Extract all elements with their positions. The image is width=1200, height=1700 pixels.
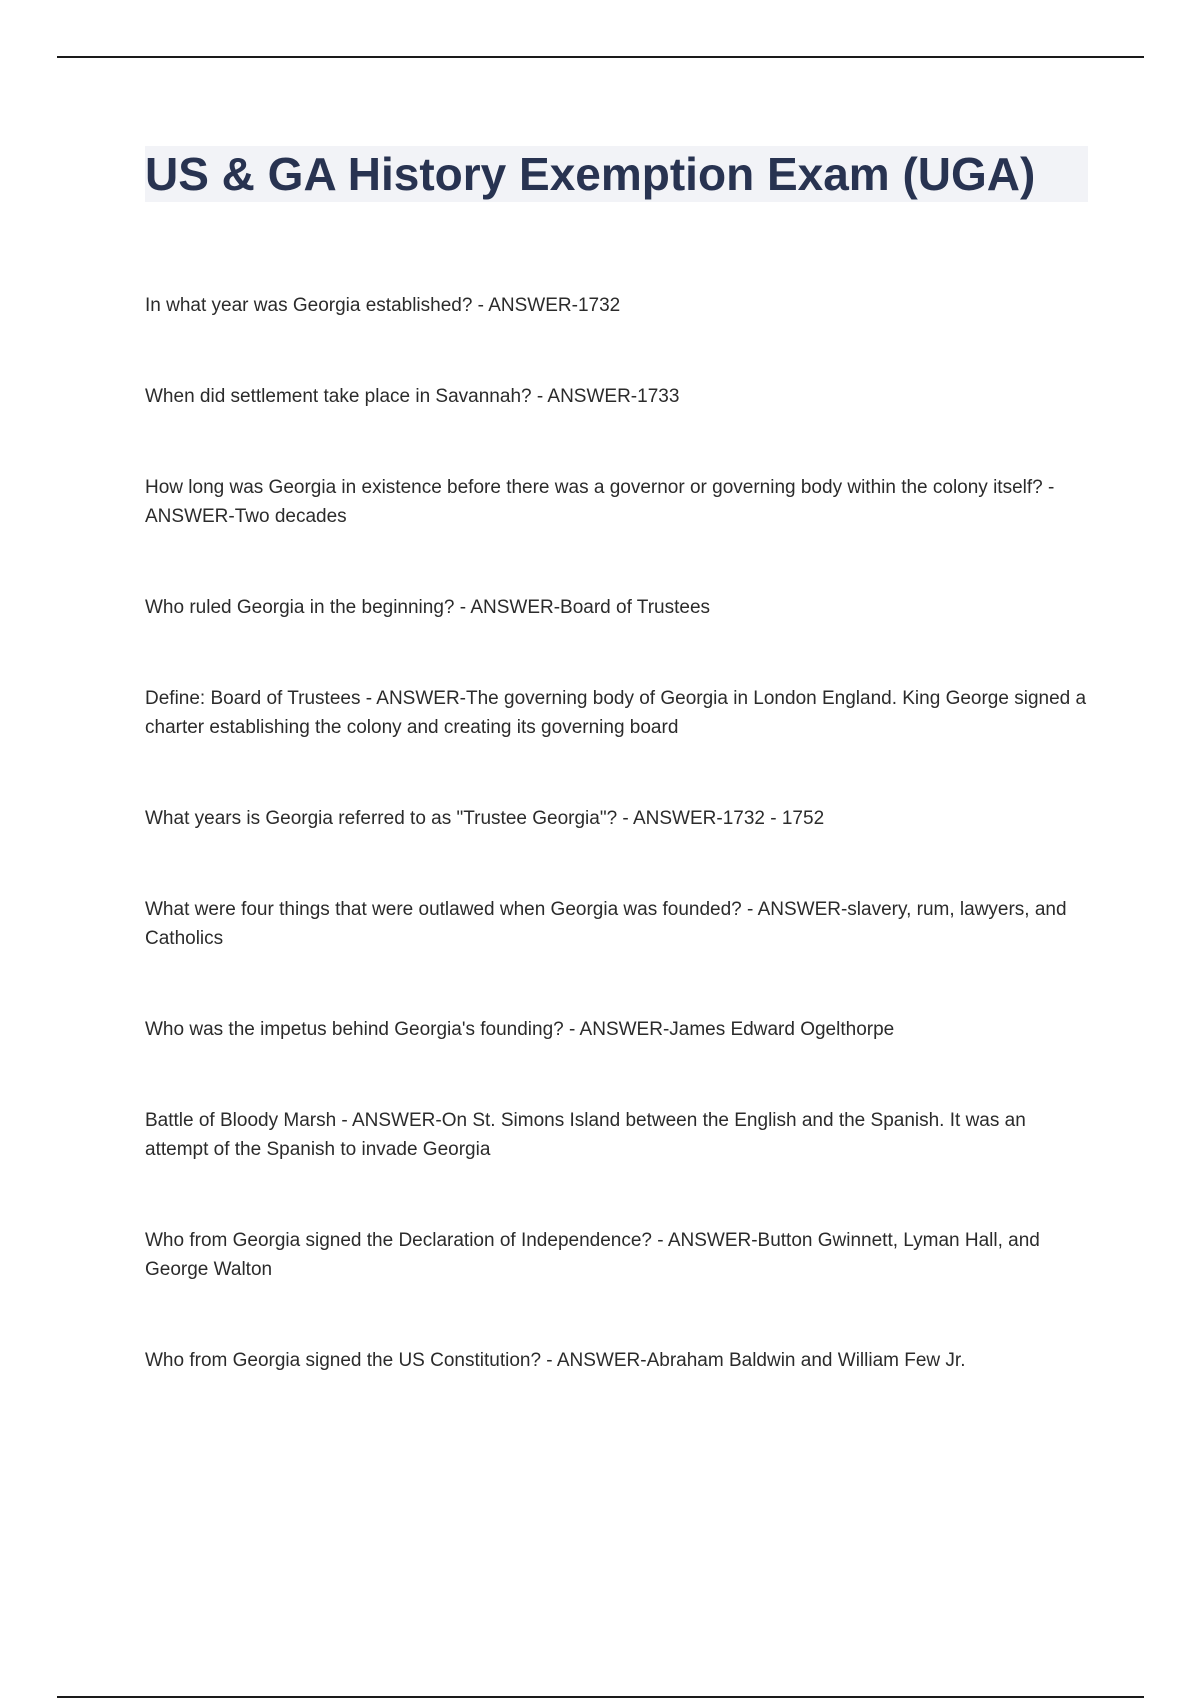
qa-item: Define: Board of Trustees - ANSWER-The governing body of Georgia in London England. King George signed a charter establishing the colony and creating its governing board bbox=[145, 688, 1087, 738]
bottom-divider bbox=[57, 1696, 1144, 1698]
qa-item: Who from Georgia signed the US Constitution? - ANSWER-Abraham Baldwin and William Few Jr. bbox=[145, 1350, 966, 1371]
qa-list bbox=[145, 291, 1090, 1437]
document-title: US & GA History Exemption Exam (UGA) bbox=[145, 148, 1036, 200]
qa-item: What years is Georgia referred to as "Trustee Georgia"? - ANSWER-1732 - 1752 bbox=[145, 808, 825, 829]
qa-item: In what year was Georgia established? - ANSWER-1732 bbox=[145, 295, 621, 316]
qa-item: Who from Georgia signed the Declaration of Independence? - ANSWER-Button Gwinnett, Lyman Hall, and George Walton bbox=[145, 1230, 1040, 1280]
qa-item: What were four things that were outlawed when Georgia was founded? - ANSWER-slavery, rum, lawyers, and Catholics bbox=[145, 899, 1067, 949]
qa-item: When did settlement take place in Savannah? - ANSWER-1733 bbox=[145, 386, 680, 407]
qa-item: How long was Georgia in existence before there was a governor or governing body within the colony itself? - ANSWER-Two decades bbox=[145, 477, 1055, 527]
qa-item: Who was the impetus behind Georgia's founding? - ANSWER-James Edward Ogelthorpe bbox=[145, 1019, 895, 1040]
qa-item: Battle of Bloody Marsh - ANSWER-On St. Simons Island between the English and the Spanish. It was an attempt of the Spanish to invade Georgia bbox=[145, 1110, 1026, 1160]
qa-item: Who ruled Georgia in the beginning? - ANSWER-Board of Trustees bbox=[145, 597, 711, 618]
top-divider bbox=[57, 56, 1144, 58]
